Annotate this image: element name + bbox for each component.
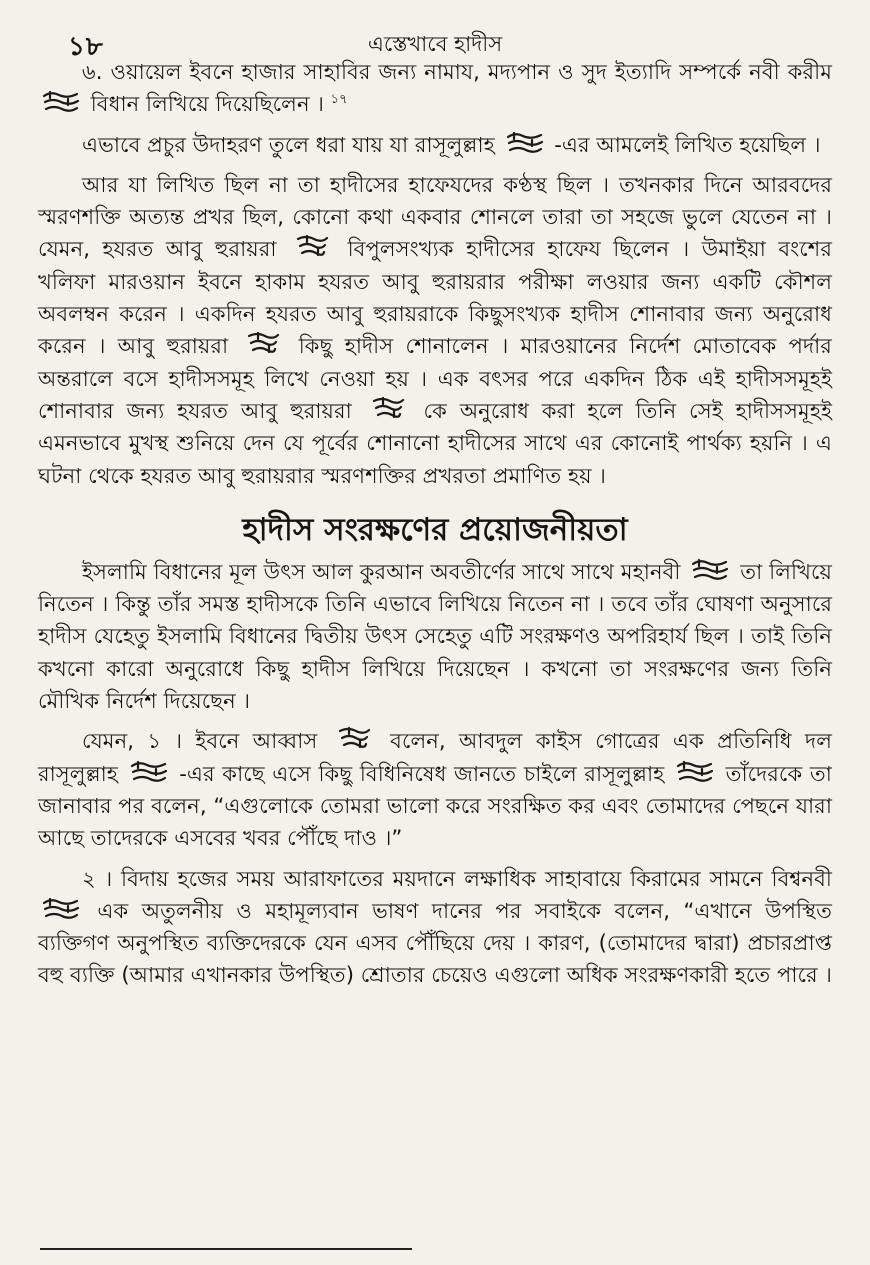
paragraph (38, 556, 832, 717)
running-title: এস্তেখাবে হাদীস (367, 32, 503, 56)
paragraph-text: তা লিখিয়ে নিতেন । কিন্তু তাঁর সমস্ত হাদীসকে তিনি এভাবে লিখিয়ে নিতেন না । তবে তাঁর ঘোষণা অনুসারে হাদীস যেহেতু ইসলামি বিধানের দ্বিতীয় উৎস সেহেতু এটি সংরক্ষণও অপরিহার্য ছিল । তাই তিনি কখনো কারো অনুরোধে কিছু হাদীস লিখিয়ে দিয়েছেন । কখনো তা সংরক্ষণের জন্য তিনি মৌখিক নির্দেশ দিয়েছেন । (38, 558, 832, 714)
radiyallahu-calligraphy-icon (292, 234, 332, 260)
paragraph-text: বিপুলসংখ্যক হাদীসের হাফেয ছিলেন । উমাইয়া বংশের খলিফা মারওয়ান ইবনে হাকাম হযরত আবু হুরায়রার পরীক্ষা লওয়ার জন্য একটি কৌশল অবলম্বন করেন । একদিন হযরত আবু হুরায়রাকে কিছুসংখ্যক হাদীস শোনাবার জন্য অনুরোধ করেন । আবু হুরায়রা (38, 236, 832, 359)
salawat-calligraphy-icon (505, 130, 545, 156)
paragraph (38, 725, 832, 854)
salawat-calligraphy-icon (675, 759, 715, 785)
body-text-before-heading (38, 56, 832, 492)
radiyallahu-calligraphy-icon (334, 726, 374, 752)
body-text-after-heading (38, 556, 832, 992)
footnote-reference[interactable]: ১৭ (330, 92, 348, 108)
paragraph-text: এক অতুলনীয় ও মহামূল্যবান ভাষণ দানের পর সবাইকে বলেন, “এখানে উপস্থিত ব্যক্তিগণ অনুপস্থিত ব্যক্তিদেরকে যেন এসব পৌঁছিয়ে দেয় । কারণ, (তোমাদের দ্বারা) প্রচারপ্রাপ্ত বহু ব্যক্তি (আমার এখানকার উপস্থিত) শ্রোতার চেয়েও এগুলো অধিক সংরক্ষণকারী হতে পারে । (38, 897, 833, 988)
paragraph-text: কে অনুরোধ করা হলে তিনি সেই হাদীসসমূহই এমনভাবে মুখস্থ শুনিয়ে দেন যে পূর্বের শোনানো হাদীসের সাথে এর কোনোই পার্থক্য হয়নি । এ ঘটনা থেকে হযরত আবু হুরায়রার স্মরণশক্তির প্রখরতা প্রমাণিত হয় । (38, 397, 832, 488)
page-number: ১৮ (68, 32, 104, 62)
salawat-calligraphy-icon (41, 89, 81, 115)
paragraph-text: ২ । বিদায় হজের সময় আরাফাতের ময়দানে লক্ষাধিক সাহাবায়ে কিরামের সামনে বিশ্বনবী (82, 865, 832, 891)
salawat-calligraphy-icon (129, 759, 169, 785)
paragraph-text: -এর কাছে এসে কিছু বিধিনিষেধ জানতে চাইলে রাসূলুল্লাহ (179, 760, 665, 786)
paragraph-text: তাঁদেরকে তা জানাবার পর বলেন, “এগুলোকে তোমরা ভালো করে সংরক্ষিত কর এবং তোমাদের পেছনে যারা আছে তাদেরকে এসবের খবর পৌঁছে দাও ।” (38, 760, 832, 851)
paragraph-text: ইসলামি বিধানের মূল উৎস আল কুরআন অবতীর্ণের সাথে সাথে মহানবী (82, 558, 681, 584)
salawat-calligraphy-icon (690, 557, 730, 583)
paragraph-text: কিছু হাদীস শোনালেন । মারওয়ানের নির্দেশ মোতাবেক পর্দার অন্তরালে বসে হাদীসসমূহ লিখে নেওয়া হয় । এক বৎসর পরে একদিন ঠিক এই হাদীসসমূহই শোনাবার জন্য হযরত আবু হুরায়রা (38, 333, 832, 423)
paragraph-text: -এর আমলেই লিখিত হয়েছিল । (554, 131, 821, 157)
salawat-calligraphy-icon (41, 896, 81, 922)
paragraph (38, 863, 832, 992)
section-heading: হাদীস সংরক্ষণের প্রয়োজনীয়তা (242, 511, 628, 548)
footnote-divider (40, 1248, 412, 1250)
paragraph-text: ৬. ওয়ায়েল ইবনে হাজার সাহাবির জন্য নামায, মদ্যপান ও সুদ ইত্যাদি সম্পর্কে নবী করীম (82, 59, 832, 84)
paragraph-text: যেমন, ১ । ইবনে আব্বাস (82, 728, 318, 754)
radiyallahu-calligraphy-icon (243, 331, 283, 357)
paragraph-text: বিধান লিখিয়ে দিয়েছিলেন । (90, 91, 324, 117)
paragraph-text: আর যা লিখিত ছিল না তা হাদীসের হাফেযদের কণ্ঠস্থ ছিল । তখনকার দিনে আরবদের স্মরণশক্তি অত্যন্ত প্রখর ছিল, কোনো কথা একবার শোনলে তারা তা সহজে ভুলে যেতেন না । যেমন, হযরত আবু হুরায়রা (38, 171, 832, 262)
paragraph-text: বলেন, আবদুল কাইস গোত্রের এক প্রতিনিধি দল রাসূলুল্লাহ (38, 728, 832, 786)
paragraph (38, 169, 832, 492)
paragraph-text: এভাবে প্রচুর উদাহরণ তুলে ধরা যায় যা রাসূলুল্লাহ (82, 131, 495, 157)
paragraph (38, 129, 832, 161)
paragraph (38, 56, 832, 121)
radiyallahu-calligraphy-icon (368, 396, 408, 422)
page-header (38, 20, 832, 62)
